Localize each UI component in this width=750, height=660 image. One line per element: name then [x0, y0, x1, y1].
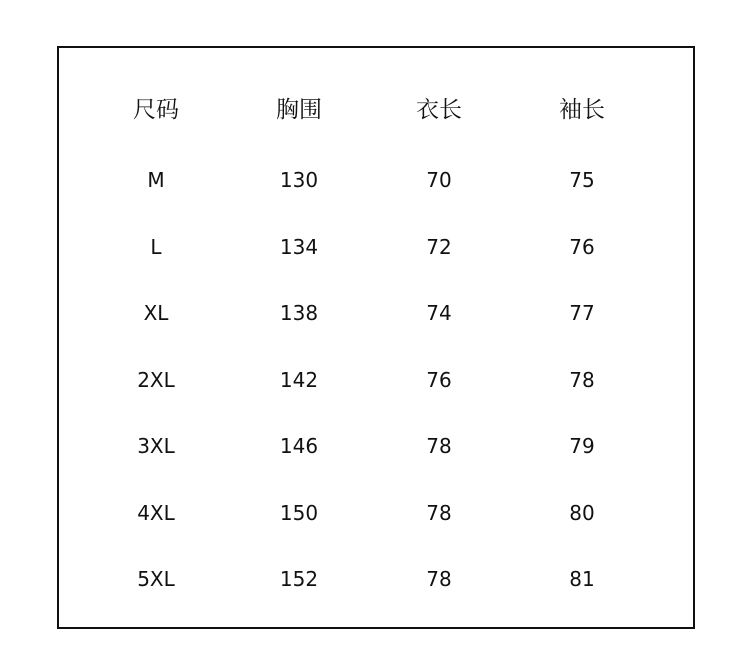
size-chart-table — [57, 46, 695, 629]
chest-cell: 146 — [279, 434, 319, 458]
size-cell: 5XL — [137, 567, 175, 591]
sleeve-cell: 79 — [569, 434, 595, 458]
size-cell: M — [147, 168, 165, 192]
table-row — [59, 160, 693, 200]
table-row — [59, 426, 693, 466]
chest-cell: 134 — [279, 235, 319, 259]
size-cell: L — [150, 235, 162, 259]
length-cell: 74 — [426, 301, 452, 325]
sleeve-cell: 80 — [569, 501, 595, 525]
length-cell: 72 — [426, 235, 452, 259]
header-size: 尺码 — [133, 97, 179, 123]
size-cell: 3XL — [137, 434, 175, 458]
chest-cell: 130 — [279, 168, 319, 192]
sleeve-cell: 77 — [569, 301, 595, 325]
sleeve-cell: 76 — [569, 235, 595, 259]
header-sleeve: 袖长 — [559, 97, 605, 123]
sleeve-cell: 81 — [569, 567, 595, 591]
length-cell: 76 — [426, 368, 452, 392]
table-row — [59, 360, 693, 400]
chest-cell: 150 — [279, 501, 319, 525]
chest-cell: 152 — [279, 567, 319, 591]
table-row — [59, 493, 693, 533]
length-cell: 78 — [426, 567, 452, 591]
length-cell: 78 — [426, 434, 452, 458]
table-row — [59, 227, 693, 267]
header-chest: 胸围 — [276, 97, 322, 123]
size-cell: 4XL — [137, 501, 175, 525]
length-cell: 70 — [426, 168, 452, 192]
length-cell: 78 — [426, 501, 452, 525]
sleeve-cell: 78 — [569, 368, 595, 392]
size-cell: 2XL — [137, 368, 175, 392]
size-cell: XL — [143, 301, 169, 325]
chest-cell: 138 — [279, 301, 319, 325]
header-row — [59, 90, 693, 130]
sleeve-cell: 75 — [569, 168, 595, 192]
header-length: 衣长 — [416, 97, 462, 123]
chest-cell: 142 — [279, 368, 319, 392]
table-row — [59, 293, 693, 333]
table-row — [59, 559, 693, 599]
